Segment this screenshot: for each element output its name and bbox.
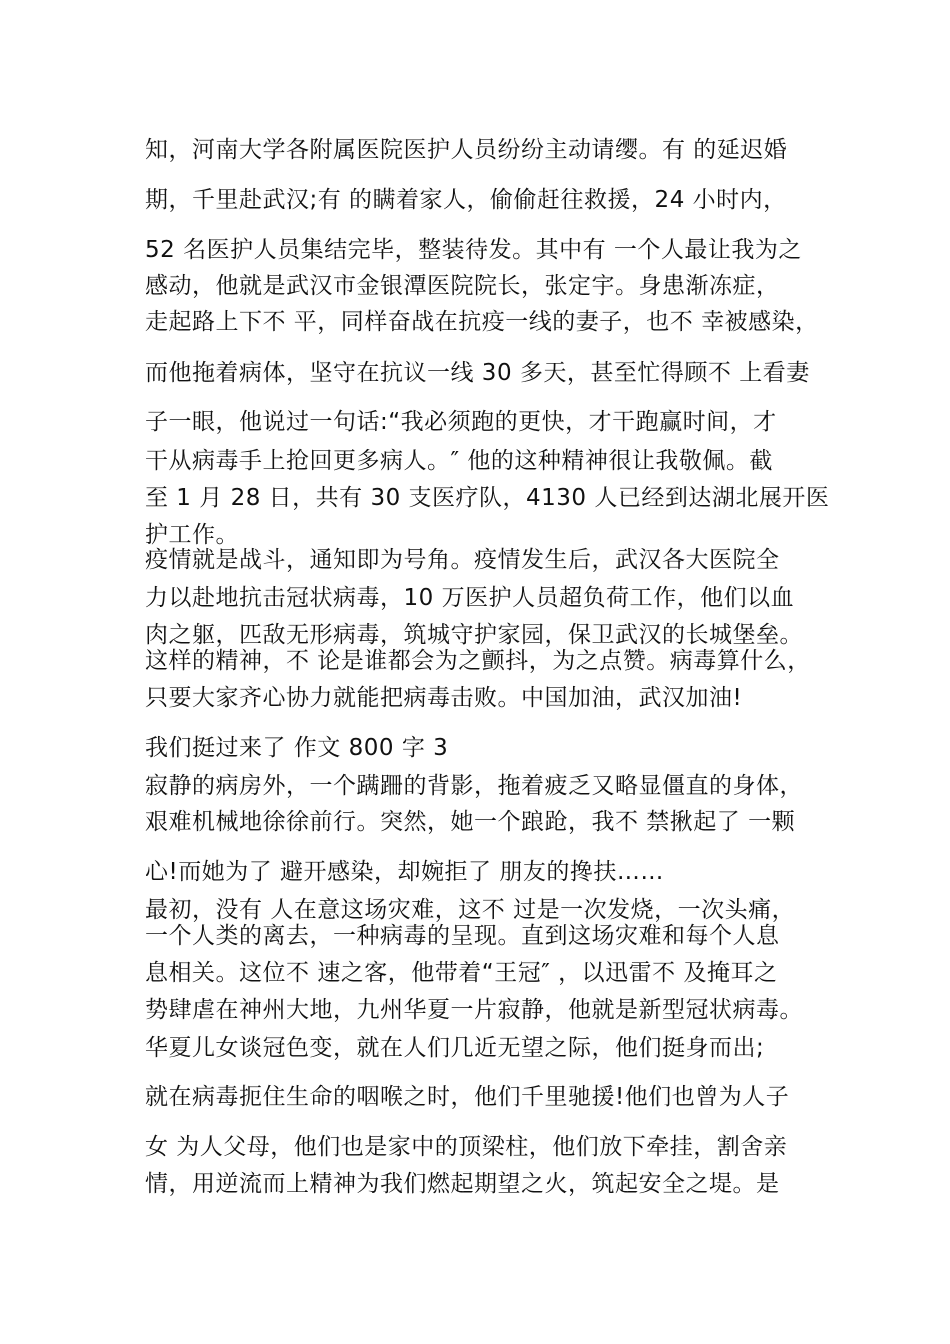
text-line: 就在病毒扼住生命的咽喉之时，他们千里驰援!他们也曾为人子 [145,1084,790,1110]
text-line: 我们挺过来了 作文 800 字 3 [145,735,449,761]
text-line: 息相关。这位不 速之客，他带着“王冠″ ，以迅雷不 及掩耳之 [145,960,778,986]
text-line: 感动，他就是武汉市金银潭医院院长，张定宇。身患渐冻症， [145,273,780,299]
text-line: 子一眼，他说过一句话:“我必须跑的更快，才干跑赢时间，才 [145,409,777,435]
text-line: 心!而她为了 避开感染，却婉拒了 朋友的搀扶…… [145,859,664,885]
text-line: 至 1 月 28 日，共有 30 支医疗队，4130 人已经到达湖北展开医 [145,485,830,511]
text-line: 力以赴地抗击冠状病毒，10 万医护人员超负荷工作，他们以血 [145,585,795,611]
text-line: 疫情就是战斗，通知即为号角。疫情发生后，武汉各大医院全 [145,547,780,573]
text-line: 最初，没有 人在意这场灾难，这不 过是一次发烧，一次头痛， [145,897,796,923]
text-line: 女 为人父母，他们也是家中的顶梁柱，他们放下牵挂，割舍亲 [145,1134,788,1160]
text-line: 走起路上下不 平，同样奋战在抗疫一线的妻子，也不 幸被感染， [145,309,819,335]
text-line: 肉之躯，匹敌无形病毒，筑城守护家园，保卫武汉的长城堡垒。 [145,622,803,648]
text-line: 只要大家齐心协力就能把病毒击败。中国加油，武汉加油! [145,685,743,711]
text-line: 一个人类的离去，一种病毒的呈现。直到这场灾难和每个人息 [145,923,780,949]
text-line: 情，用逆流而上精神为我们燃起期望之火，筑起安全之堤。是 [145,1171,780,1197]
text-line: 华夏儿女谈冠色变，就在人们几近无望之际，他们挺身而出; [145,1035,765,1061]
text-line: 艰难机械地徐徐前行。突然，她一个踉跄，我不 禁揪起了 一颗 [145,809,796,835]
text-line: 这样的精神，不 论是谁都会为之颤抖，为之点赞。病毒算什么， [145,648,811,674]
text-line: 护工作。 [145,522,239,548]
text-line: 干从病毒手上抢回更多病人。″ 他的这种精神很让我敬佩。截 [145,448,773,474]
text-line: 52 名医护人员集结完毕，整装待发。其中有 一个人最让我为之 [145,237,802,263]
text-line: 期，千里赴武汉;有 的瞒着家人，偷偷赶往救援，24 小时内， [145,187,787,213]
text-line: 而他拖着病体，坚守在抗议一线 30 多天，甚至忙得顾不 上看妻 [145,360,810,386]
text-line: 势肆虐在神州大地，九州华夏一片寂静，他就是新型冠状病毒。 [145,997,803,1023]
text-line: 寂静的病房外，一个蹒跚的背影，拖着疲乏又略显僵直的身体， [145,773,803,799]
text-line: 知，河南大学各附属医院医护人员纷纷主动请缨。有 的延迟婚 [145,137,788,163]
